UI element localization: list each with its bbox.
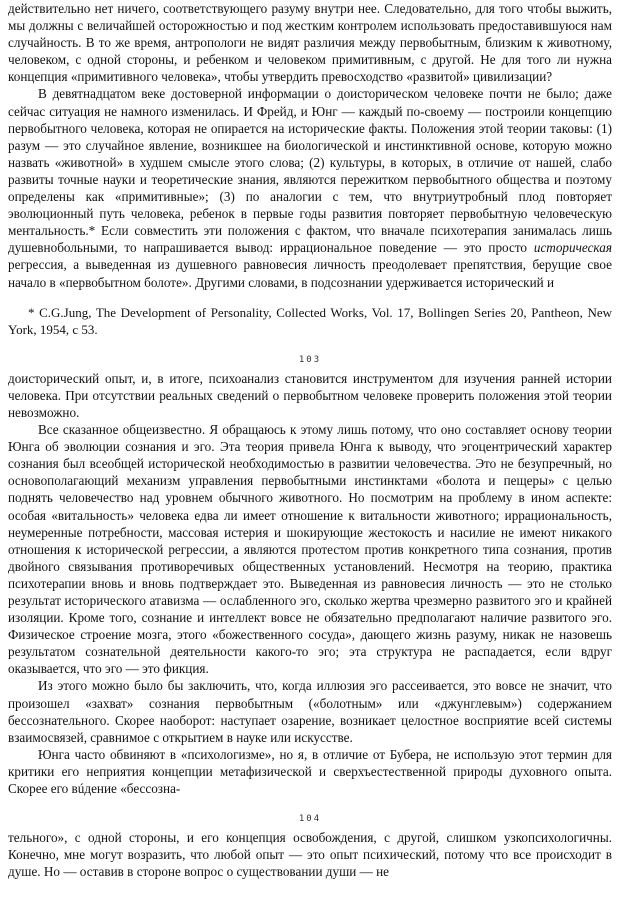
paragraph-5: Из этого можно было бы заключить, что, когда иллюзия эго рассеивается, это вовсе не значит, что произошел «захват» сознания первобытным («болотным» или «джунглевым») содержанием бессознательного. Скорее наоборот: наступает озарение, возникает целостное восприятие всей системы взаимосвязей, сравнимое с открытием в науке или искусстве. bbox=[8, 678, 612, 745]
paragraph-2-text-start: В девятнадцатом веке достоверной информации о доисторическом человеке почти не было; даже сейчас ситуация не намного изменилась. И Фрейд, и Юнг — каждый по-своему — построили концепцию первобытного человека, которая не опирается на исторические факты. Положения этой теории таковы: (1) разум — это случайное явление, возникшее на биологической и инстинктивной основе, которую можно назвать «животной» в худшем смысле этого слова; (2) культуры, в которых, в отличие от нашей, слабо развиты точные науки и теоретические знания, являются пережитком первобытного общества и поэтому определены как «примитивные»; (3) по аналогии с тем, что внутриутробный плод повторяет эволюционный путь человека, ребенок в первые годы развития повторяет первобытную человеческую ментальность.* Если совместить эти положения с фактом, что вначале психотерапия занималась лишь душевнобольными, то напрашивается вывод: иррациональное поведение — это просто bbox=[8, 86, 612, 256]
paragraph-2 bbox=[8, 85, 612, 290]
paragraph-1: действительно нет ничего, соответствующего разуму внутри нее. Следовательно, для того чтобы выжить, мы должны с величайшей осторожностью и под жестким контролем использовать предоставившуюся нам случайность. В то же время, антропологи не видят различия между первобытным, близким к животному, человеком, с одной стороны, и ребенком и человеком примитивным, с другой. Не для того ли нужна концепция «примитивного человека», чтобы утвердить превосходство «развитой» цивилизации? bbox=[8, 1, 612, 85]
paragraph-7: тельного», с одной стороны, и его концепция освобождения, с другой, слишком узкопсихологичны. Конечно, мне могут возразить, что любой опыт — это опыт психический, потому что все происходит в душе. Но — оставив в стороне вопрос о существовании души — не bbox=[8, 830, 612, 880]
page-number-104: 104 bbox=[298, 814, 322, 825]
emphasis-historical: историческая bbox=[533, 240, 612, 256]
paragraph-6: Юнга часто обвиняют в «психологизме», но я, в отличие от Бубера, не использую этот термин для критики его неприятия концепции метафизической и сверхъестественной природы духовного опыта. Скорее его вúдение «бессозна- bbox=[8, 746, 612, 797]
paragraph-4: Все сказанное общеизвестно. Я обращаюсь к этому лишь потому, что оно составляет основу теории Юнга об эволюции сознания и эго. Эта теория привела Юнга к выводу, что эгоцентрический характер сознания был всеобщей исторической необходимостью в развитии человечества. Это не безупречный, но основополагающий механизм управления первобытными инстинктами «болота и пещеры» с целью поднять человечество над уровнем обычного животного. Но посмотрим на проблему в ином аспекте: особая «витальность» человека едва ли имеет отношение к витальности животного; иррациональность, неумеренные потребности, массовая истерия и шокирующие жестокость и насилие не имеют никакого отношения к исторической регрессии, а являются протестом против конкретного типа сознания, против двойного связывания противоречивых общественных установлений. Несмотря на теорию, практика психотерапии вновь и вновь подтверждает это. Выведенная из равновесия личность — это не столько результат исторического атавизма — ослабленного эго, сколько жертва чрезмерно развитого эго и крайней изоляции. Кроме того, сознание и интеллект вовсе не обязательно предполагают наличие развитого эго. Физическое строение мозга, этого «божественного сосуда», дающего жизнь разуму, никак не назовешь результатом сознательной деятельности какого-то эго; эта структура не распадается, если вдруг оказывается, что эго — это фикция. bbox=[8, 422, 612, 677]
page-number-103: 103 bbox=[298, 354, 322, 365]
paragraph-2-text-end: регрессия, а выведенная из душевного равновесия личность преодолевает препятствия, берущие свое начало в «первобытном болоте». Другими словами, в подсознании удерживается исторический и bbox=[8, 257, 612, 290]
paragraph-3: доисторический опыт, и, в итоге, психоанализ становится инструментом для изучения ранней истории человека. При отсутствии реальных сведений о первобытном человеке проверить положения этой теории невозможно. bbox=[8, 370, 612, 420]
footnote: * C.G.Jung, The Development of Personality, Collected Works, Vol. 17, Bollingen Series 20, Pantheon, New York, 1954, c 53. bbox=[8, 304, 612, 337]
